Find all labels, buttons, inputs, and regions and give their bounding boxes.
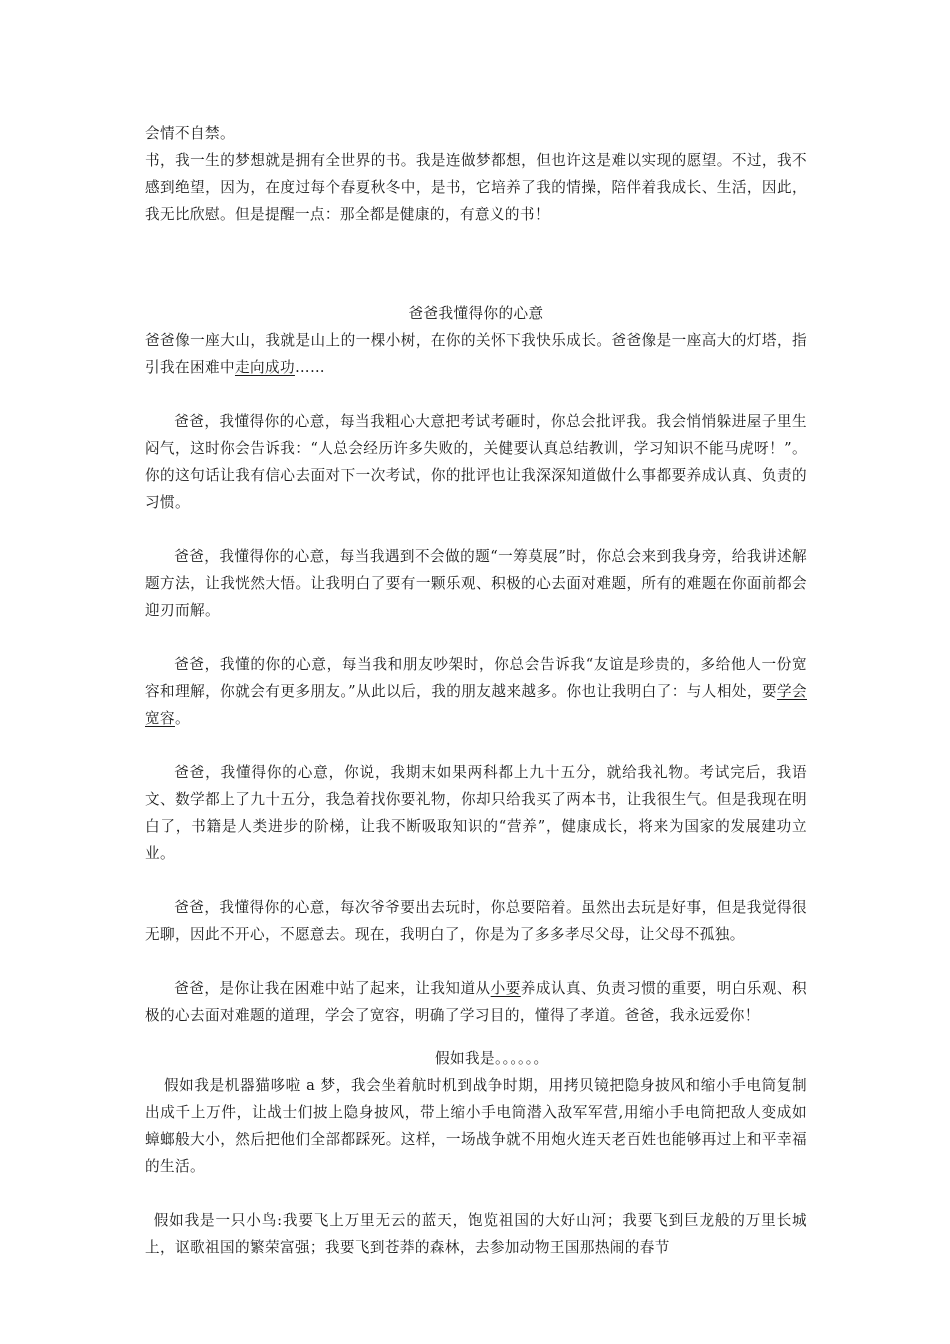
paragraph: 爸爸，我懂得你的心意，每次爷爷要出去玩时，你总要陪着。虽然出去玩是好事，但是我觉得很无聊，因此不开心，不愿意去。现在，我明白了，你是为了多多孝尽父母，让父母不孤独。 <box>145 899 807 943</box>
paragraph: 爸爸，我懂得你的心意，每当我遇到不会做的题“一筹莫展”时，你总会来到我身旁，给我讲述解题方法，让我恍然大悟。让我明白了要有一颗乐观、积极的心去面对难题，所有的难题在你面前都会迎刃而解。 <box>145 548 807 619</box>
paragraph <box>145 327 807 381</box>
spacer <box>145 516 807 543</box>
text-run: 爸爸像一座大山，我就是山上的一棵小树，在你的关怀下我快乐成长。爸爸像是一座高大的灯塔，指引我在困难中 <box>145 332 807 376</box>
document-page <box>145 120 807 1261</box>
spacer <box>145 273 807 300</box>
spacer <box>145 948 807 975</box>
text-run: 爸爸，是你让我在困难中站了起来，让我知道从 <box>174 980 491 997</box>
spacer <box>145 867 807 894</box>
spacer <box>145 381 807 408</box>
underlined-text: 学会宽容 <box>145 683 807 727</box>
text-run: 。 <box>175 710 190 727</box>
paragraph <box>145 651 807 732</box>
paragraph: 会情不自禁。 <box>145 125 235 142</box>
spacer <box>145 1029 807 1045</box>
paragraph: 假如我是一只小鸟:我要飞上万里无云的蓝天，饱览祖国的大好山河；我要飞到巨龙般的万里长城上，讴歌祖国的繁荣富强；我要飞到苍莽的森林，去参加动物王国那热闹的春节 <box>145 1212 807 1256</box>
spacer <box>145 624 807 651</box>
paragraph: 书，我一生的梦想就是拥有全世界的书。我是连做梦都想，但也许这是难以实现的愿望。不过，我不感到绝望，因为，在度过每个春夏秋冬中，是书，它培养了我的情操，陪伴着我成长、生活，因此，我无比欣慰。但是提醒一点：那全都是健康的，有意义的书！ <box>145 152 807 223</box>
paragraph: 爸爸，我懂得你的心意，每当我粗心大意把考试考砸时，你总会批评我。我会悄悄躲进屋子里生闷气，这时你会告诉我：“人总会经历许多失败的，关健要认真总结教训，学习知识不能马虎呀！”。你的这句话让我有信心去面对下一次考试，你的批评也让我深深知道做什么事都要养成认真、负责的习惯。 <box>145 413 807 511</box>
paragraph <box>145 975 807 1029</box>
paragraph: 爸爸，我懂得你的心意，你说，我期末如果两科都上九十五分，就给我礼物。考试完后，我语文、数学都上了九十五分，我急着找你要礼物，你却只给我买了两本书，让我很生气。但是我现在明白了，书籍是人类进步的阶梯，让我不断吸取知识的“营养”，健康成长，将来为国家的发展建功立业。 <box>145 764 807 862</box>
text-run: 爸爸，我懂的你的心意，每当我和朋友吵架时，你总会告诉我“友谊是珍贵的，多给他人一份宽容和理解，你就会有更多朋友。”从此以后，我的朋友越来越多。你也让我明白了：与人相处，要 <box>145 656 807 700</box>
underlined-text: 小要 <box>490 980 521 997</box>
underlined-text: 走向成功 <box>234 359 295 376</box>
text-run: …… <box>294 359 325 376</box>
spacer <box>145 1180 807 1207</box>
essay-title: 假如我是。。。。。。 <box>435 1050 549 1067</box>
spacer <box>145 732 807 759</box>
paragraph: 假如我是机器猫哆啦 a 梦，我会坐着航时机到战争时期，用拷贝镜把隐身披风和缩小手电筒复制出成千上万件，让战士们披上隐身披风，带上缩小手电筒潜入敌军军营,用缩小手电筒把敌人变成如蟑螂般大小，然后把他们全部都踩死。这样，一场战争就不用炮火连天老百姓也能够再过上和平幸福的生活。 <box>145 1077 807 1175</box>
text-run: 养成认真、负责习惯的重要，明白乐观、积极的心去面对难题的道理，学会了宽容，明确了学习目的，懂得了孝道。爸爸，我永远爱你！ <box>145 980 807 1024</box>
spacer <box>145 228 807 273</box>
essay-title: 爸爸我懂得你的心意 <box>408 305 544 322</box>
